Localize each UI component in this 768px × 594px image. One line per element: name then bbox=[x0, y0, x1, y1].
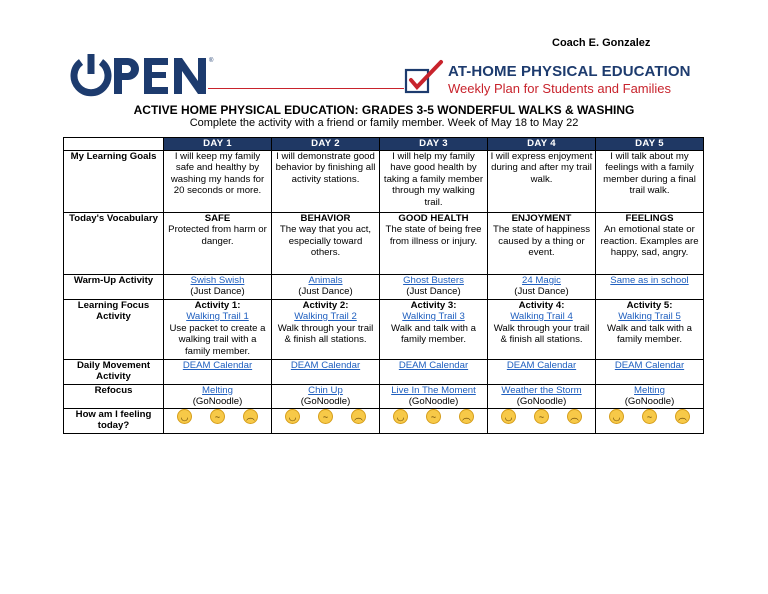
focus-cell bbox=[596, 299, 704, 359]
trail-link[interactable]: Walking Trail 1 bbox=[186, 311, 249, 322]
deam-calendar-link[interactable]: DEAM Calendar bbox=[290, 359, 361, 371]
grinning-face-icon[interactable]: ◡ bbox=[501, 409, 516, 424]
vocab-word: ENJOYMENT bbox=[511, 212, 572, 224]
vocab-row bbox=[64, 212, 704, 274]
activity-text: Walk through your trail & finish all stations. bbox=[277, 322, 374, 345]
day-header-1: DAY 1 bbox=[164, 138, 272, 151]
zany-face-icon[interactable]: ~ bbox=[318, 409, 333, 424]
feeling-cell bbox=[596, 408, 704, 433]
program-subtitle: Weekly Plan for Students and Families bbox=[448, 81, 672, 96]
activity-text: Walk and talk with a family member. bbox=[607, 322, 692, 345]
movement-cell bbox=[380, 359, 488, 384]
goal-cell: I will talk about my feelings with a family member during a final trail walk. bbox=[596, 150, 704, 212]
movement-cell bbox=[164, 359, 272, 384]
zany-face-icon[interactable]: ~ bbox=[210, 409, 225, 424]
refocus-cell bbox=[380, 384, 488, 408]
refocus-source: (GoNoodle) bbox=[300, 396, 351, 407]
goals-label: My Learning Goals bbox=[64, 150, 164, 212]
frowning-face-icon[interactable]: ︵ bbox=[351, 409, 366, 424]
vocab-definition: The state of happiness caused by a thing or event. bbox=[492, 224, 591, 258]
refocus-link[interactable]: Melting bbox=[202, 384, 233, 396]
warmup-link[interactable]: Ghost Busters bbox=[403, 274, 464, 286]
vocab-word: SAFE bbox=[204, 212, 231, 224]
zany-face-icon[interactable]: ~ bbox=[534, 409, 549, 424]
warmup-link[interactable]: Same as in school bbox=[610, 274, 689, 286]
feeling-row bbox=[64, 408, 704, 433]
refocus-source: (GoNoodle) bbox=[516, 396, 567, 407]
frowning-face-icon[interactable]: ︵ bbox=[567, 409, 582, 424]
trail-link[interactable]: Walking Trail 4 bbox=[510, 311, 573, 322]
refocus-label: Refocus bbox=[64, 384, 164, 408]
refocus-cell bbox=[272, 384, 380, 408]
coach-name: Coach E. Gonzalez bbox=[552, 37, 651, 49]
vocab-word: GOOD HEALTH bbox=[398, 212, 469, 224]
refocus-cell bbox=[164, 384, 272, 408]
activity-text: Use packet to create a walking trail with a family member. bbox=[169, 322, 266, 357]
feeling-cell bbox=[488, 408, 596, 433]
warmup-cell bbox=[596, 274, 704, 299]
warmup-link[interactable]: Animals bbox=[308, 274, 343, 286]
weekly-plan-table bbox=[63, 137, 704, 434]
vocab-cell bbox=[380, 212, 488, 274]
refocus-link[interactable]: Melting bbox=[634, 384, 665, 396]
vocab-definition: An emotional state or reaction. Examples are happy, sad, angry. bbox=[600, 224, 699, 258]
day-header-4: DAY 4 bbox=[488, 138, 596, 151]
deam-calendar-link[interactable]: DEAM Calendar bbox=[614, 359, 685, 371]
refocus-source: (GoNoodle) bbox=[192, 396, 243, 407]
trail-link[interactable]: Walking Trail 5 bbox=[618, 311, 681, 322]
refocus-source: (GoNoodle) bbox=[624, 396, 675, 407]
logo-divider bbox=[208, 88, 404, 89]
warmup-link[interactable]: Swish Swish bbox=[190, 274, 245, 286]
vocab-definition: Protected from harm or danger. bbox=[168, 224, 267, 247]
frowning-face-icon[interactable]: ︵ bbox=[459, 409, 474, 424]
focus-row bbox=[64, 299, 704, 359]
warmup-label: Warm-Up Activity bbox=[64, 274, 164, 299]
activity-text: Walk through your trail & finish all stations. bbox=[493, 322, 590, 345]
grinning-face-icon[interactable]: ◡ bbox=[393, 409, 408, 424]
warmup-source: (Just Dance) bbox=[514, 286, 569, 297]
refocus-source: (GoNoodle) bbox=[408, 396, 459, 407]
feeling-cell bbox=[380, 408, 488, 433]
focus-cell bbox=[380, 299, 488, 359]
movement-cell bbox=[488, 359, 596, 384]
vocab-cell bbox=[596, 212, 704, 274]
frowning-face-icon[interactable]: ︵ bbox=[675, 409, 690, 424]
warmup-cell bbox=[488, 274, 596, 299]
activity-number: Activity 5: bbox=[626, 299, 673, 311]
day-header-3: DAY 3 bbox=[380, 138, 488, 151]
goals-row bbox=[64, 150, 704, 212]
plan-title: ACTIVE HOME PHYSICAL EDUCATION: GRADES 3-5 WONDERFUL WALKS & WASHING bbox=[133, 103, 635, 117]
vocab-word: FEELINGS bbox=[625, 212, 674, 224]
goal-cell: I will demonstrate good behavior by finishing all activity stations. bbox=[272, 150, 380, 212]
zany-face-icon[interactable]: ~ bbox=[426, 409, 441, 424]
feeling-cell bbox=[272, 408, 380, 433]
vocab-label: Today's Vocabulary bbox=[64, 212, 164, 274]
movement-cell bbox=[596, 359, 704, 384]
trail-link[interactable]: Walking Trail 2 bbox=[294, 311, 357, 322]
corner-cell bbox=[64, 138, 164, 151]
movement-row bbox=[64, 359, 704, 384]
deam-calendar-link[interactable]: DEAM Calendar bbox=[182, 359, 253, 371]
activity-number: Activity 2: bbox=[302, 299, 349, 311]
focus-cell bbox=[272, 299, 380, 359]
day-header-2: DAY 2 bbox=[272, 138, 380, 151]
warmup-cell bbox=[272, 274, 380, 299]
activity-number: Activity 3: bbox=[410, 299, 457, 311]
vocab-definition: The way that you act, especially toward others. bbox=[279, 224, 372, 258]
vocab-cell bbox=[272, 212, 380, 274]
focus-cell bbox=[164, 299, 272, 359]
warmup-source: (Just Dance) bbox=[406, 286, 461, 297]
svg-text:®: ® bbox=[209, 58, 214, 64]
focus-label: Learning Focus Activity bbox=[64, 299, 164, 359]
zany-face-icon[interactable]: ~ bbox=[642, 409, 657, 424]
feeling-label: How am I feeling today? bbox=[64, 408, 164, 433]
movement-cell bbox=[272, 359, 380, 384]
refocus-cell bbox=[596, 384, 704, 408]
trail-link[interactable]: Walking Trail 3 bbox=[402, 311, 465, 322]
plan-subtitle: Complete the activity with a friend or family member. Week of May 18 to May 22 bbox=[189, 117, 579, 129]
grinning-face-icon[interactable]: ◡ bbox=[177, 409, 192, 424]
goal-cell: I will help my family have good health by taking a family member through my walking trail. bbox=[380, 150, 488, 212]
feeling-cell bbox=[164, 408, 272, 433]
goal-cell: I will keep my family safe and healthy by washing my hands for 20 seconds or more. bbox=[164, 150, 272, 212]
refocus-link[interactable]: Live In The Moment bbox=[391, 384, 476, 396]
day-header-5: DAY 5 bbox=[596, 138, 704, 151]
header-row bbox=[64, 138, 704, 151]
focus-cell bbox=[488, 299, 596, 359]
deam-calendar-link[interactable]: DEAM Calendar bbox=[506, 359, 577, 371]
refocus-link[interactable]: Chin Up bbox=[308, 384, 343, 396]
goal-cell: I will express enjoyment during and after my trail walk. bbox=[488, 150, 596, 212]
vocab-cell bbox=[164, 212, 272, 274]
warmup-link[interactable]: 24 Magic bbox=[522, 274, 561, 286]
warmup-row bbox=[64, 274, 704, 299]
deam-calendar-link[interactable]: DEAM Calendar bbox=[398, 359, 469, 371]
open-logo bbox=[70, 50, 220, 100]
checkbox-check-icon bbox=[403, 58, 445, 96]
refocus-link[interactable]: Weather the Storm bbox=[501, 384, 582, 396]
warmup-source: (Just Dance) bbox=[298, 286, 353, 297]
activity-number: Activity 4: bbox=[518, 299, 565, 311]
grinning-face-icon[interactable]: ◡ bbox=[285, 409, 300, 424]
grinning-face-icon[interactable]: ◡ bbox=[609, 409, 624, 424]
activity-text: Walk and talk with a family member. bbox=[391, 322, 476, 345]
program-title: AT-HOME PHYSICAL EDUCATION bbox=[448, 63, 691, 80]
refocus-row bbox=[64, 384, 704, 408]
movement-label: Daily Movement Activity bbox=[64, 359, 164, 384]
frowning-face-icon[interactable]: ︵ bbox=[243, 409, 258, 424]
refocus-cell bbox=[488, 384, 596, 408]
activity-number: Activity 1: bbox=[194, 299, 241, 311]
warmup-source: (Just Dance) bbox=[190, 286, 245, 297]
warmup-cell bbox=[164, 274, 272, 299]
vocab-definition: The state of being free from illness or injury. bbox=[385, 224, 482, 247]
vocab-cell bbox=[488, 212, 596, 274]
warmup-cell bbox=[380, 274, 488, 299]
vocab-word: BEHAVIOR bbox=[300, 212, 351, 224]
